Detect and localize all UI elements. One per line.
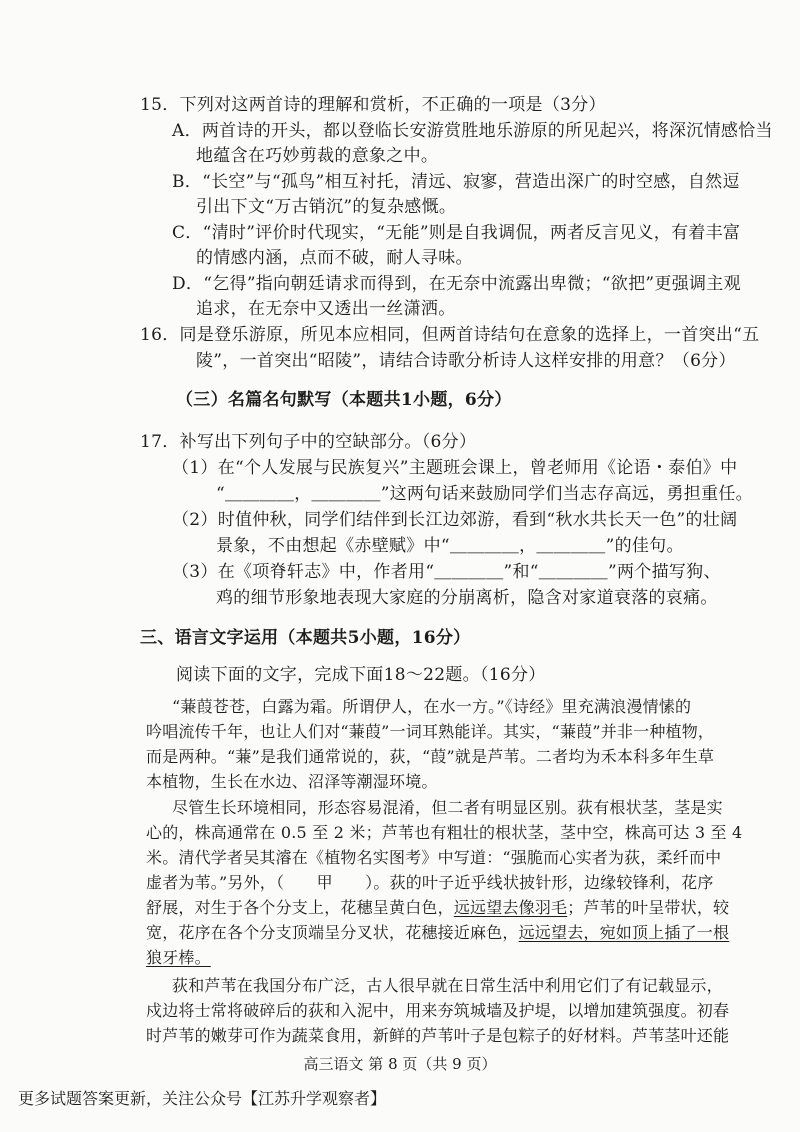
- passage-p1-line2: 吟唱流传千年，也让人们对“蒹葭”一词耳熟能详。其实，“蒹葭”并非一种植物，: [146, 722, 715, 741]
- question-17-stem: 17．补写出下列句子中的空缺部分。（6分）: [140, 432, 477, 452]
- q15-option-d-cont: 追求，在无奈中又透出一丝潇洒。: [196, 299, 456, 319]
- q17-item3-line2: 鸡的细节形象地表现大家庭的分崩离析，隐含对家道衰落的哀痛。: [216, 588, 718, 608]
- underlined-phrase: 狼牙棒。: [146, 948, 211, 967]
- passage-p2-line5: [146, 897, 730, 919]
- passage-p1-line3: 而是两种。“蒹”是我们通常说的，荻，“葭”就是芦苇。二者均为禾本科多年生草: [146, 747, 715, 766]
- passage-p1-line1: “蒹葭苍苍，白露为霜。所谓伊人，在水一方。”《诗经》里充满浪漫情愫的: [172, 697, 692, 716]
- passage-p2-line2: 心的，株高通常在 0.5 至 2 米；芦苇也有粗壮的根状茎，茎中空，株高可达 3 至 4: [146, 823, 743, 842]
- q17-item3-line1: （3）在《项脊轩志》中，作者用“＿＿＿＿”和“＿＿＿＿”两个描写狗、: [172, 562, 721, 582]
- q17-item1-line2: “＿＿＿＿，＿＿＿＿”这两句话来鼓励同学们当志存高远，勇担重任。: [216, 484, 753, 504]
- passage-p3-line1: 荻和芦苇在我国分布广泛，古人很早就在日常生活中利用它们了有记载显示，: [172, 976, 723, 995]
- underlined-phrase: 远远望去，宛如顶上插了一根: [518, 923, 730, 942]
- q15-option-c-cont: 的情感内涵，点而不破，耐人寻味。: [196, 248, 473, 268]
- passage-p1-line4: 本植物，生长在水边、沼泽等潮湿环境。: [146, 772, 438, 791]
- q15-option-a: A．两首诗的开头，都以登临长安游赏胜地乐游原的所见起兴，将深沉情感恰当: [172, 121, 773, 141]
- q15-option-c: C．“清时”评价时代现实，“无能”则是自我调侃，两者反言见义，有着丰富: [172, 223, 741, 243]
- passage-p2-line3: 米。清代学者吴其濬在《植物名实图考》中写道：“强脆而心实者为荻，柔纤而中: [146, 848, 722, 867]
- passage-text: 舒展，对生于各个分支上，花穗呈黄白色，: [146, 898, 454, 917]
- q17-item2-line2: 景象，不由想起《赤壁赋》中“＿＿＿＿，＿＿＿＿”的佳句。: [216, 536, 684, 556]
- question-15-stem: 15．下列对这两首诗的理解和赏析，不正确的一项是（3分）: [140, 95, 606, 115]
- promo-note: 更多试题答案更新，关注公众号【江苏升学观察者】: [18, 1089, 387, 1108]
- question-16-line1: 16．同是登乐游原，所见本应相同，但两首诗结句在意象的选择上，一首突出“五: [140, 325, 760, 345]
- part-3-title: 三、语言文字运用（本题共5小题，16分）: [140, 628, 471, 648]
- q15-option-d: D．“乞得”指向朝廷请求而得到，在无奈中流露出卑微；“欲把”更强调主观: [172, 274, 741, 294]
- passage-p3-line3: 时芦苇的嫩芽可作为蔬菜食用，新鲜的芦苇叶子是包粽子的好材料。芦苇茎叶还能: [146, 1026, 730, 1045]
- passage-p2-line4: 虚者为苇。”另外，（ 甲 ）。荻的叶子近乎线状披针形，边缘较锋利，花序: [146, 873, 714, 892]
- underlined-phrase: 远远望去像羽毛: [453, 898, 568, 917]
- q15-option-b: B．“长空”与“孤鸟”相互衬托，清远、寂寥，营造出深广的时空感，自然逗: [172, 172, 740, 192]
- q15-option-b-cont: 引出下文“万古销沉”的复杂感慨。: [196, 197, 457, 217]
- q17-item1-line1: （1）在“个人发展与民族复兴”主题班会课上，曾老师用《论语・泰伯》中: [172, 458, 738, 478]
- part-3-intro: 阅读下面的文字，完成下面18～22题。（16分）: [176, 665, 546, 685]
- passage-p2-line1: 尽管生长环境相同，形态容易混淆，但二者有明显区别。荻有根状茎，茎是实: [172, 798, 723, 817]
- passage-p2-line7: [146, 947, 686, 969]
- question-16-line2: 陵”，一首突出“昭陵”，请结合诗歌分析诗人这样安排的用意？（6分）: [196, 351, 736, 371]
- section-3-title: （三）名篇名句默写（本题共1小题，6分）: [176, 390, 512, 410]
- passage-text: ；芦苇的叶呈带状，较: [567, 898, 730, 917]
- passage-text: 宽，花序在各个分支顶端呈分叉状，花穗接近麻色，: [146, 923, 519, 942]
- passage-p2-line6: [146, 922, 730, 944]
- q15-option-a-cont: 地蕴含在巧妙剪裁的意象之中。: [196, 146, 439, 166]
- q17-item2-line1: （2）时值仲秋，同学们结伴到长江边郊游，看到“秋水共长天一色”的壮阔: [172, 510, 738, 530]
- passage-p3-line2: 戍边将士常将破碎后的荻和入泥中，用来夯筑城墙及护堤，以增加建筑强度。初春: [146, 1001, 730, 1020]
- page-footer: 高三语文 第 8 页（共 9 页）: [303, 1055, 497, 1073]
